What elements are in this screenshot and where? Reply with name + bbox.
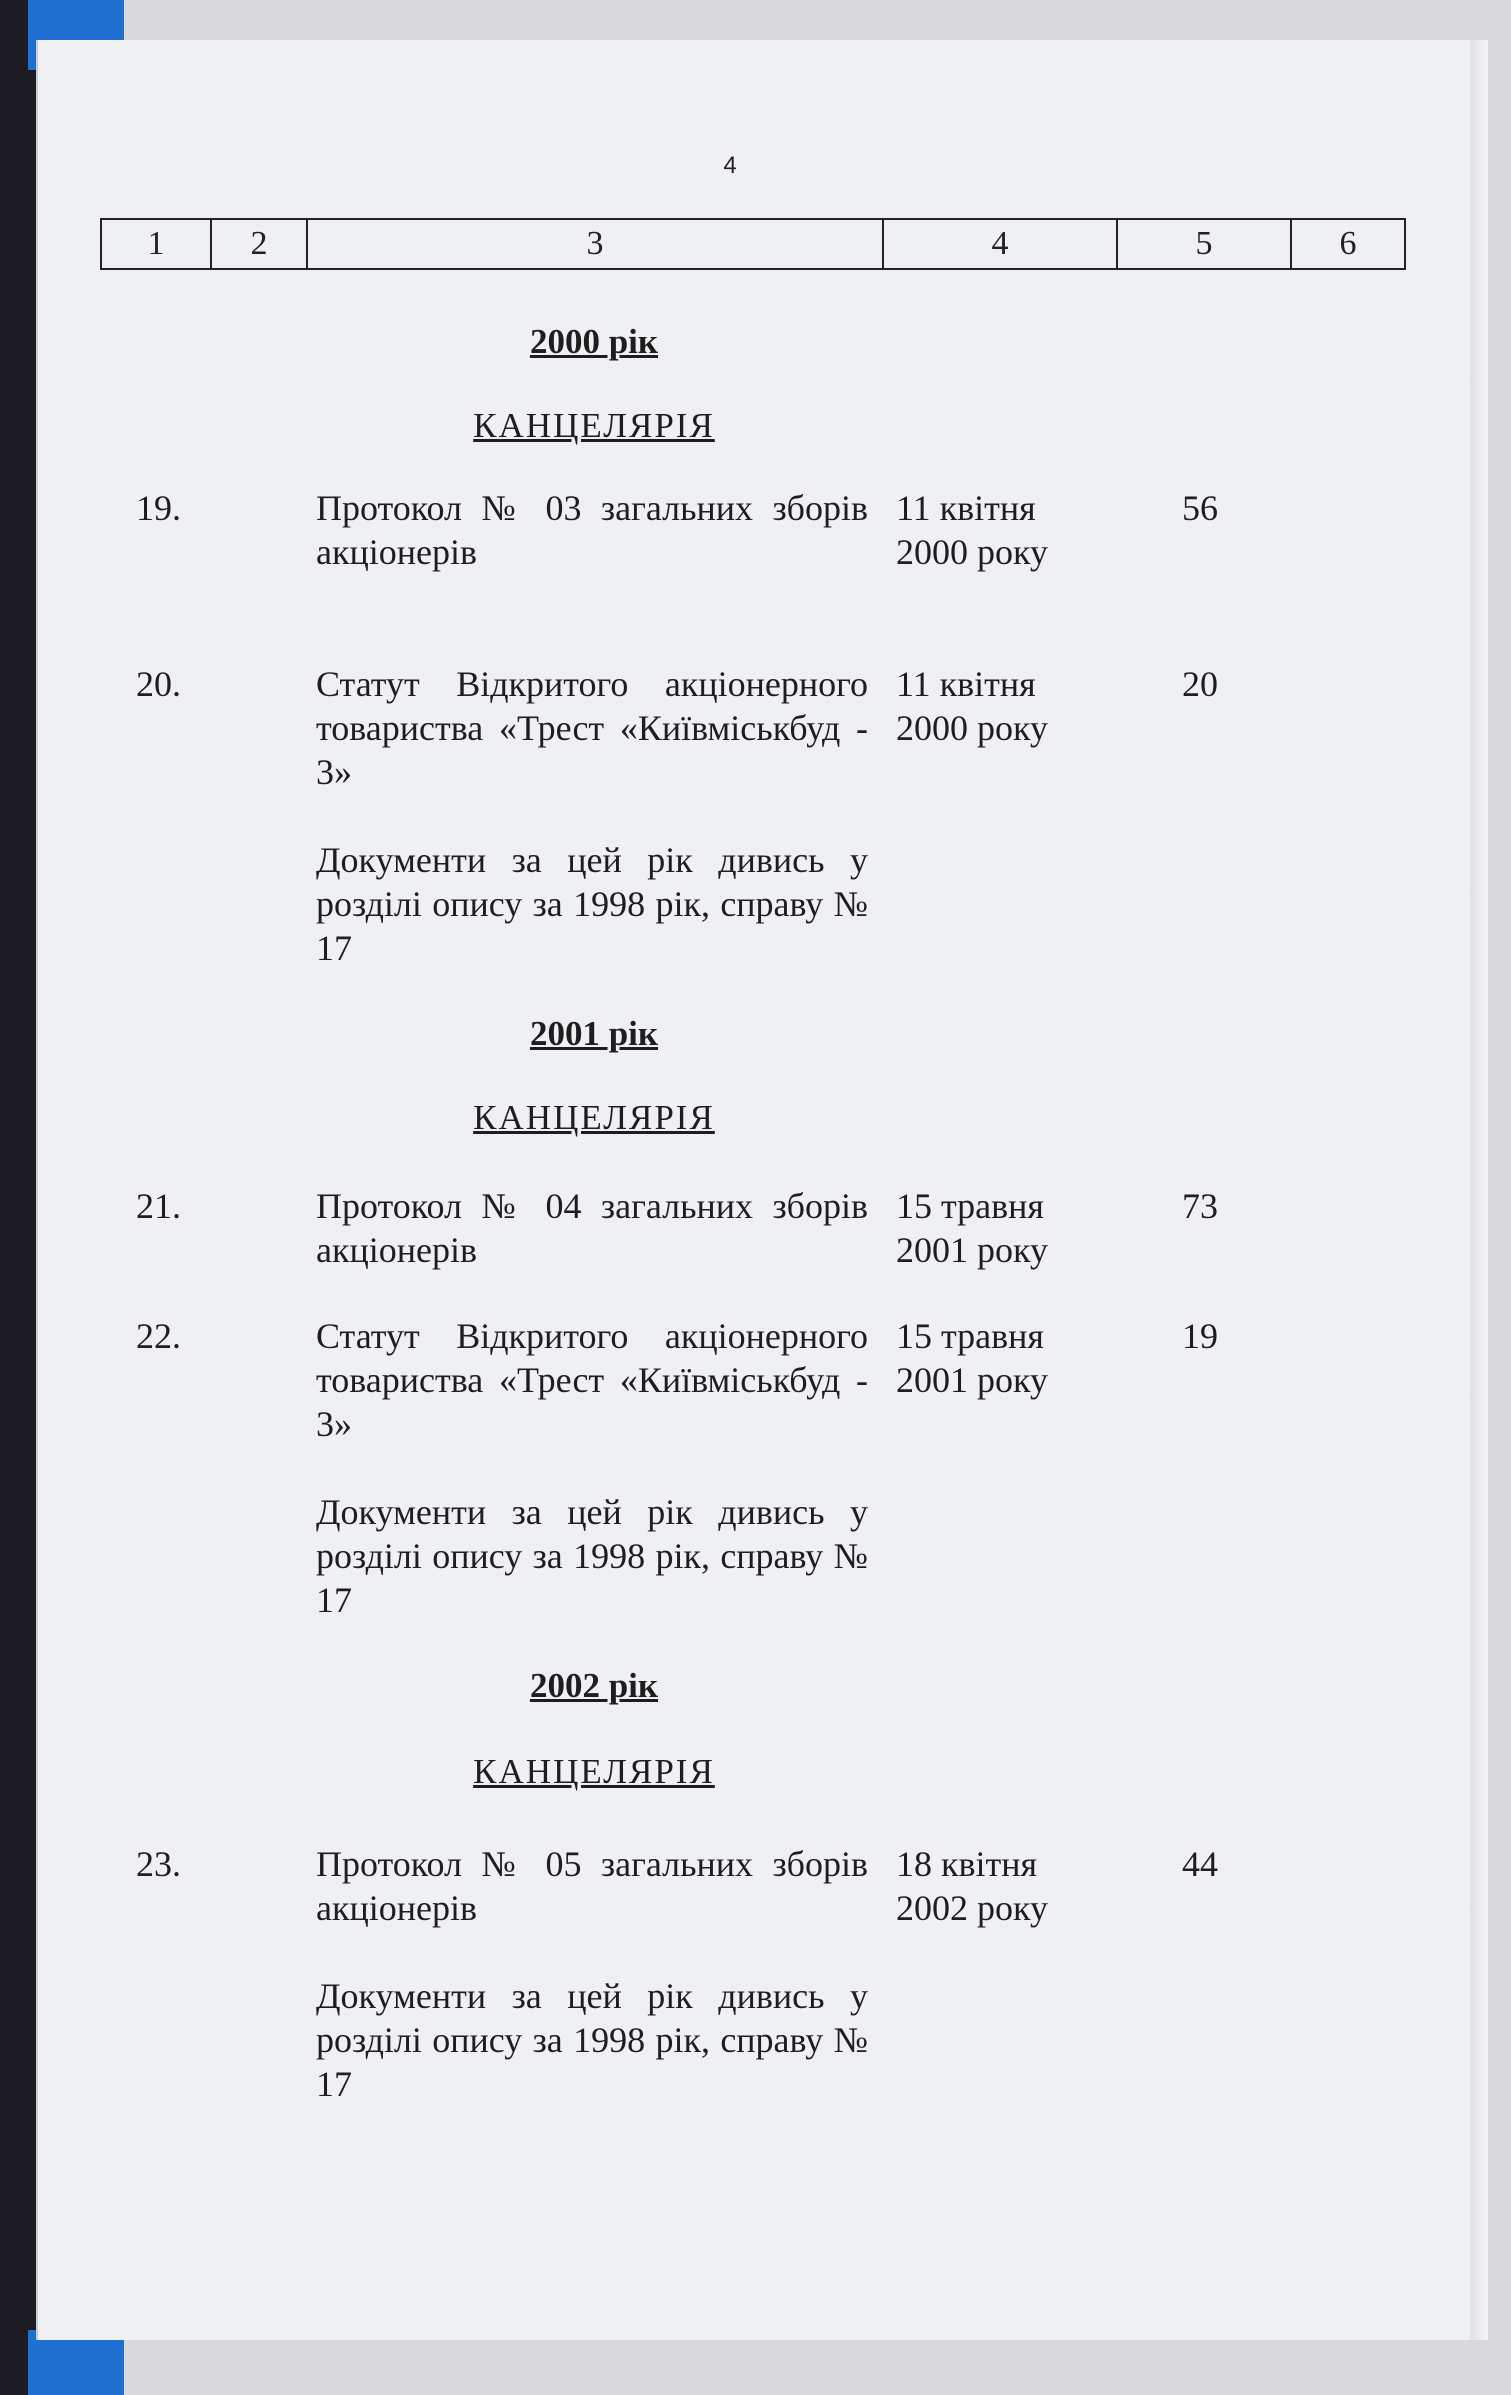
entry-number: 19. [136,488,181,528]
column-header-3: 3 [308,220,884,268]
entry-description: Протокол № 03 загальних зборів акціонерів [316,488,868,572]
column-header-4: 4 [884,220,1118,268]
entry-number: 23. [136,1844,181,1884]
entry-number: 21. [136,1186,181,1226]
section-heading: КАНЦЕЛЯРІЯ [473,1098,715,1137]
section-heading: КАНЦЕЛЯРІЯ [473,406,715,445]
entry-date: 11 квітня 2000 року [896,488,1048,572]
entry-date: 15 травня 2001 року [896,1316,1048,1400]
column-header-row [100,218,1406,270]
page-edge [1470,40,1488,2340]
entry-description: Статут Відкритого акціонерного товариства «Трест «Київміськбуд - 3» [316,1316,868,1444]
column-header-2: 2 [212,220,308,268]
year-heading: 2000 рік [529,322,659,361]
column-header-1: 1 [102,220,212,268]
column-header-6: 6 [1339,225,1357,262]
cross-reference-note: Документи за цей рік дивись у розділі опису за 1998 рік, справу № 17 [316,1976,868,2104]
page-number: 4 [723,152,737,179]
section-heading: КАНЦЕЛЯРІЯ [473,1752,715,1791]
cross-reference-note: Документи за цей рік дивись у розділі опису за 1998 рік, справу № 17 [316,840,868,968]
year-heading: 2002 рік [529,1666,659,1705]
entry-pages: 73 [1182,1186,1218,1226]
year-heading: 2001 рік [529,1014,659,1053]
entry-number: 20. [136,664,181,704]
entry-date: 11 квітня 2000 року [896,664,1048,748]
entry-date: 15 травня 2001 року [896,1186,1048,1270]
cross-reference-note: Документи за цей рік дивись у розділі опису за 1998 рік, справу № 17 [316,1492,868,1620]
entry-pages: 56 [1182,488,1218,528]
entry-date: 18 квітня 2002 року [896,1844,1048,1928]
entry-pages: 19 [1182,1316,1218,1356]
entry-pages: 20 [1182,664,1218,704]
entry-description: Протокол № 04 загальних зборів акціонерів [316,1186,868,1270]
entry-description: Протокол № 05 загальних зборів акціонерів [316,1844,868,1928]
entry-number: 22. [136,1316,181,1356]
column-header-5: 5 [1118,220,1292,268]
entry-pages: 44 [1182,1844,1218,1884]
binding-edge [0,0,38,2395]
entry-description: Статут Відкритого акціонерного товариства «Трест «Київміськбуд - 3» [316,664,868,792]
